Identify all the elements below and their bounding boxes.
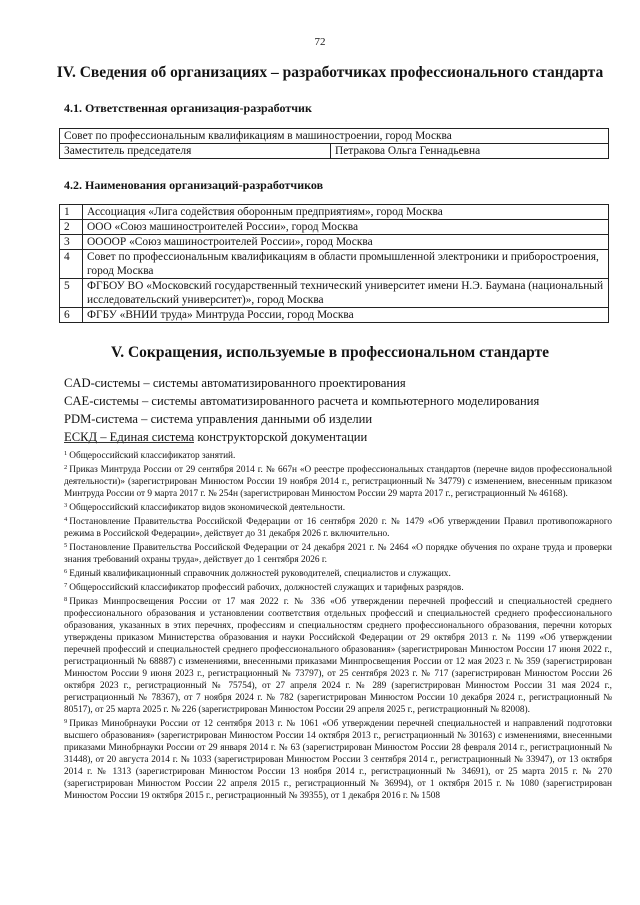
row-number: 1 (60, 205, 83, 220)
row-number: 5 (60, 279, 83, 308)
responsible-org-table (59, 128, 609, 159)
org-name: Совет по профессиональным квалификациям в области промышленной электроники и приборостроения, город Москва (83, 250, 609, 279)
org-name-cell: Совет по профессиональным квалификациям в машиностроении, город Москва (60, 129, 609, 144)
table-row (60, 144, 609, 159)
table-row (60, 220, 609, 235)
table-row (60, 205, 609, 220)
footnote-text: Общероссийский классификатор видов экономической деятельности. (69, 503, 346, 513)
footnote-separator (64, 442, 194, 443)
page-number: 72 (314, 36, 326, 48)
footnote-text: Приказ Минтруда России от 29 сентября 2014 г. № 667н «О реестре профессиональных стандартов (перечне видов профессиональной деятельности)» (зарегистрирован Минюстом России 19 ноября 2014 г., регистрационный № 34779) с изменением, внесенным приказом Минтруда России от 9 марта 2017 г. № 254н (зарегистрирован Минюстом России 29 марта 2017 г., регистрационный № 46168). (64, 465, 612, 499)
abbreviation-item: ЕСКД – Единая система конструкторской документации (64, 430, 368, 444)
abbreviation-item: CAD-системы – системы автоматизированного проектирования (64, 376, 406, 390)
row-number: 3 (60, 235, 83, 250)
footnote-marker: 6 (64, 568, 68, 575)
row-number: 6 (60, 308, 83, 323)
footnote-text: Приказ Минобрнауки России от 12 сентября 2013 г. № 1061 «Об утверждении перечней специальностей и направлений подготовки высшего образования» (зарегистрирован Минюстом России 14 октября 2013 г., регистрационный № 30163) с изменениями, внесенными приказами Минобрнауки России от 29 января 2014 г. № 63 (зарегистрирован Минюстом России 28 февраля 2014 г., регистрационный № 31448), от 20 августа 2014 г. № 1033 (зарегистрирован Минюстом России 3 сентября 2014 г., регистрационный № 33947), от 13 октября 2014 г. № 1313 (зарегистрирован Минюстом России 13 ноября 2014 г., регистрационный № 34691), от 25 марта 2015 г. № 270 (зарегистрирован Минюстом России 22 апреля 2015 г., регистрационный № 36994), от 1 октября 2015 г. № 1080 (зарегистрирован Минюстом России 19 октября 2015 г., регистрационный № 39355), от 1 декабря 2016 г. № 1508 (64, 719, 612, 801)
footnotes (64, 448, 612, 802)
person-cell: Петракова Ольга Геннадьевна (331, 144, 609, 159)
footnote-text: Постановление Правительства Российской Федерации от 24 декабря 2021 г. № 2464 «О порядке обучения по охране труда и проверки знания требований охраны труда», действует до 1 сентября 2026 г. (64, 543, 612, 565)
org-name: Ассоциация «Лига содействия оборонным предприятиям», город Москва (83, 205, 609, 220)
footnote-text: Общероссийский классификатор профессий рабочих, должностей служащих и тарифных разрядов. (69, 583, 464, 593)
position-cell: Заместитель председателя (60, 144, 331, 159)
footnote (64, 462, 612, 500)
footnote (64, 716, 612, 802)
subsection-4-2-title: 4.2. Наименования организаций-разработчиков (64, 178, 324, 192)
footnote-text: Приказ Минпросвещения России от 17 мая 2022 г. № 336 «Об утверждении перечней профессий и специальностей среднего профессионального образования и установлении соответствия отдельных профессий и специальностей среднего профессионального образования, указанных в этих перечнях, профессиям и специальностям среднего профессионального образования, перечни которых утверждены приказом Министерства образования и науки Российской Федерации от 29 октября 2013 г. № 1199 «Об утверждении перечней профессий и специальностей среднего профессионального образования» (зарегистрирован Минюстом России 17 июня 2022 г., регистрационный № 68887) с изменениями, внесенными приказами Минпросвещения России от 12 мая 2023 г. № 359 (зарегистрирован Минюстом России 9 июня 2023 г., регистрационный № 73797), от 25 сентября 2023 г. № 717 (зарегистрирован Минюстом России 26 октября 2023 г., регистрационный № 75754), от 27 апреля 2024 г. № 289 (зарегистрирован Минюстом России 31 мая 2024 г., регистрационный № 78367), от 7 ноября 2024 г. № 782 (зарегистрирован Минюстом России 10 декабря 2024 г., регистрационный № 80517), от 25 марта 2025 г. № 226 (зарегистрирован Минюстом России 29 апреля 2025 г., регистрационный № 82008). (64, 597, 612, 715)
footnote-text: Общероссийский классификатор занятий. (69, 451, 236, 461)
footnote (64, 514, 612, 540)
footnote-marker: 7 (64, 582, 68, 589)
footnote (64, 448, 612, 462)
footnote-marker: 9 (64, 718, 68, 725)
footnote (64, 566, 612, 580)
footnote-text: Постановление Правительства Российской Федерации от 16 сентября 2020 г. № 1479 «Об утверждении Правил противопожарного режима в Российской Федерации», действует до 31 декабря 2026 г. включительно. (64, 517, 612, 539)
table-row (60, 308, 609, 323)
footnote (64, 540, 612, 566)
footnote-marker: 4 (64, 516, 68, 523)
footnote-marker: 3 (64, 502, 68, 509)
footnote-marker: 2 (64, 464, 68, 471)
abbreviation-item: CAE-системы – системы автоматизированного расчета и компьютерного моделирования (64, 394, 540, 408)
footnote-marker: 5 (64, 542, 68, 549)
org-name: ООООР «Союз машиностроителей России», город Москва (83, 235, 609, 250)
table-row (60, 235, 609, 250)
footnote (64, 594, 612, 716)
row-number: 4 (60, 250, 83, 279)
org-name: ООО «Союз машиностроителей России», город Москва (83, 220, 609, 235)
subsection-4-1-title: 4.1. Ответственная организация-разработчик (64, 101, 312, 115)
footnote-marker: 1 (64, 450, 68, 457)
row-number: 2 (60, 220, 83, 235)
org-name: ФГБУ «ВНИИ труда» Минтруда России, город Москва (83, 308, 609, 323)
section-5-title: V. Сокращения, используемые в профессиональном стандарте (111, 344, 549, 361)
table-row (60, 129, 609, 144)
section-4-title: IV. Сведения об организациях – разработчиках профессионального стандарта (56, 64, 604, 81)
footnote-text: Единый квалификационный справочник должностей руководителей, специалистов и служащих. (69, 569, 451, 579)
footnote (64, 580, 612, 594)
developers-table (59, 204, 609, 323)
abbreviation-item: PDM-система – система управления данными об изделии (64, 412, 373, 426)
table-row (60, 279, 609, 308)
table-row (60, 250, 609, 279)
org-name: ФГБОУ ВО «Московский государственный технический университет имени Н.Э. Баумана (национальный исследовательский университет)», город Москва (83, 279, 609, 308)
footnote (64, 500, 612, 514)
footnote-marker: 8 (64, 596, 68, 603)
